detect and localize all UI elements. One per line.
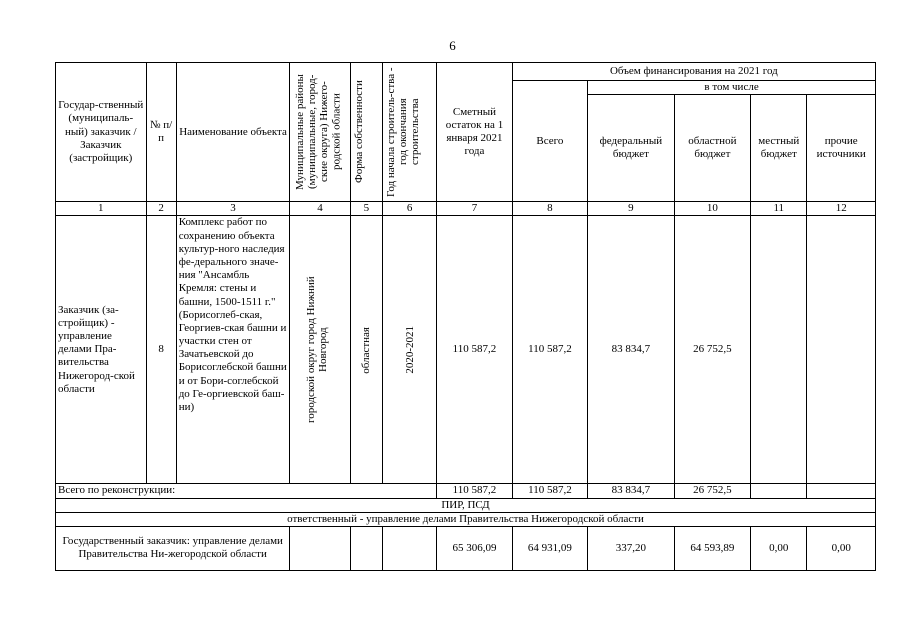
row2-federal: 337,20: [588, 526, 675, 570]
subtotal-regional: 26 752,5: [674, 484, 750, 498]
row1-regional: 26 752,5: [674, 216, 750, 484]
row1-balance: 110 587,2: [437, 216, 512, 484]
col-num: 11: [751, 202, 807, 216]
row1-local: [751, 216, 807, 484]
col-num: 5: [350, 202, 382, 216]
header-regional: областной бюджет: [674, 95, 750, 202]
row1-object-name: Комплекс работ по сохранению объекта культур-ного наследия фе-дерального значе-ния "Ансамбль Кремля: стены и башни, 1500-1511 г." (Борисоглеб-ская, Георгиев-ская башни и участки стен от Зачатьевской до Борисоглебской башни и от Бори-соглебской до Ге-оргиевской баш-ни): [176, 216, 290, 484]
col-num: 4: [290, 202, 350, 216]
header-balance: Сметный остаток на 1 января 2021 года: [437, 63, 512, 202]
column-number-row: [56, 202, 876, 216]
subtotal-total: 110 587,2: [512, 484, 587, 498]
subtotal-balance: 110 587,2: [437, 484, 512, 498]
row2-total: 64 931,09: [512, 526, 587, 570]
row1-district: городской округ город Нижний Новгород: [290, 216, 350, 484]
header-financing: Объем финансирования на 2021 год: [512, 63, 875, 81]
row1-customer: Заказчик (за-стройщик) - управление делами Пра-вительства Нижегород-ской области: [56, 216, 147, 484]
responsible-line: ответственный - управление делами Правительства Нижегородской области: [56, 512, 876, 526]
row2-other: 0,00: [807, 526, 876, 570]
col-num: 6: [382, 202, 436, 216]
header-years: Год начала строитель-ства - год окончания строительства: [382, 63, 436, 202]
col-num: 9: [588, 202, 675, 216]
subtotal-local: [751, 484, 807, 498]
subtotal-other: [807, 484, 876, 498]
header-object-name: Наименование объекта: [176, 63, 290, 202]
row1-years: 2020-2021: [382, 216, 436, 484]
header-ownership: Форма собственности: [350, 63, 382, 202]
col-num: 10: [674, 202, 750, 216]
subtotal-federal: 83 834,7: [588, 484, 675, 498]
col-num: 12: [807, 202, 876, 216]
row1-federal: 83 834,7: [588, 216, 675, 484]
subtotal-label: Всего по реконструкции:: [56, 484, 437, 498]
subtotal-row: [56, 484, 876, 498]
header-total: Всего: [512, 81, 587, 202]
header-local: местный бюджет: [751, 95, 807, 202]
row1-total: 110 587,2: [512, 216, 587, 484]
header-customer: Государ-ственный (муниципаль-ный) заказчик / Заказчик (застройщик): [56, 63, 147, 202]
row2-years: [382, 526, 436, 570]
col-num: 7: [437, 202, 512, 216]
header-num: № п/п: [146, 63, 176, 202]
row2-customer: Государственный заказчик: управление делами Правительства Ни-жегородской области: [56, 526, 290, 570]
col-num: 8: [512, 202, 587, 216]
header-other: прочие источники: [807, 95, 876, 202]
financing-table: [55, 62, 876, 571]
row2-local: 0,00: [751, 526, 807, 570]
row1-num: 8: [146, 216, 176, 484]
page-number: 6: [449, 38, 456, 53]
col-num: 1: [56, 202, 147, 216]
col-num: 2: [146, 202, 176, 216]
row1-ownership: областная: [350, 216, 382, 484]
table-row: [56, 526, 876, 570]
header-including: в том числе: [588, 81, 876, 95]
row2-balance: 65 306,09: [437, 526, 512, 570]
row1-other: [807, 216, 876, 484]
row2-district: [290, 526, 350, 570]
col-num: 3: [176, 202, 290, 216]
row2-ownership: [350, 526, 382, 570]
row2-regional: 64 593,89: [674, 526, 750, 570]
header-federal: федеральный бюджет: [588, 95, 675, 202]
header-district: Муниципальные районы (муниципальные, город-ские округа) Нижего-родской области: [290, 63, 350, 202]
table-row: [56, 216, 876, 484]
section-title: ПИР, ПСД: [56, 498, 876, 512]
